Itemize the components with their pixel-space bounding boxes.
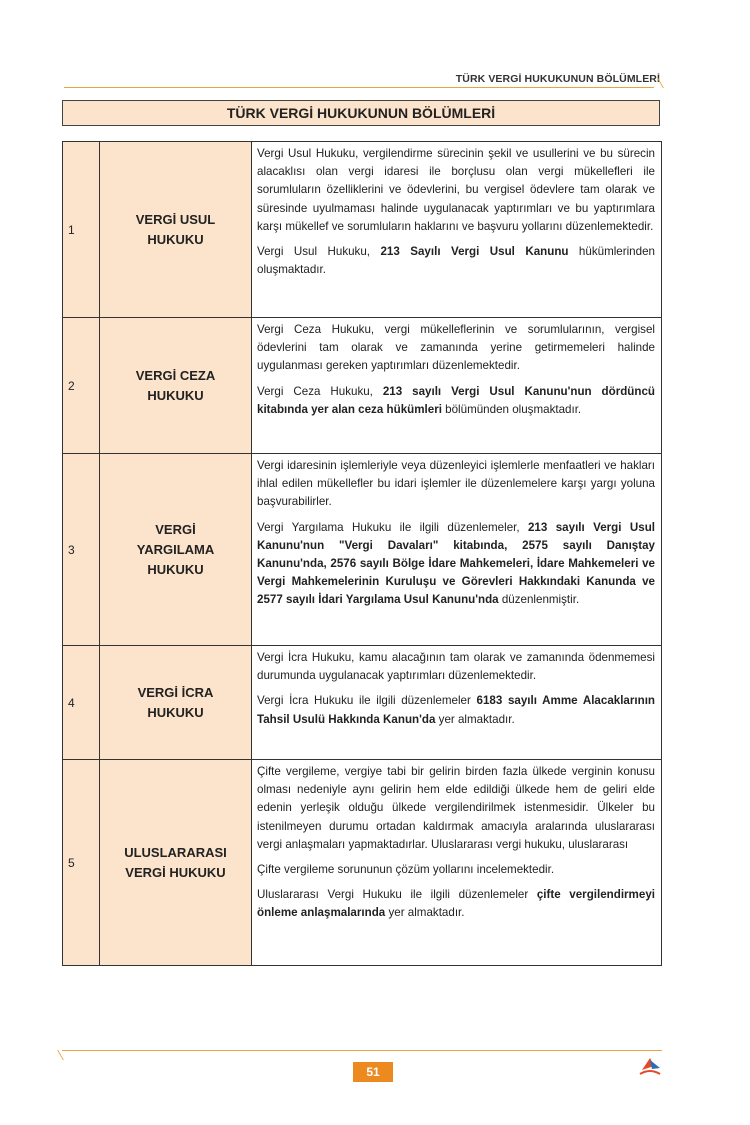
section-description: [252, 318, 662, 454]
description-paragraph: [257, 243, 655, 279]
section-name-line: HUKUKU: [147, 704, 204, 720]
table-row: [63, 142, 662, 318]
section-name-line: VERGİ İCRA: [137, 684, 214, 700]
description-paragraph: [257, 383, 655, 419]
text-segment: Çifte vergileme, vergiye tabi bir gelirin birden fazla ülkede verginin konusu olması nedeniyle aynı gelirin hem elde edildiği ülkede hem de geliri elde edenin yerleşik olduğu ülkede vergilendirilmek istenmesidir. Ülkeler bu istenilmeyen durumu ortadan kaldırmak amacıyla aralarında uluslararası vergi anlaşmaları yapmaktadırlar. Uluslararası vergi hukuku, uluslararası: [257, 765, 655, 851]
section-name-line: HUKUKU: [147, 387, 204, 403]
text-segment: Vergi Ceza Hukuku, vergi mükelleflerinin ve sorumlularının, vergisel ödevlerini tam olarak ve zamanında yerine getirmemeleri halinde uygulanması gereken yaptırımları düzenlemektedir.: [257, 323, 655, 373]
description-paragraph: [257, 321, 655, 376]
text-segment: Uluslararası Vergi Hukuku ile ilgili düzenlemeler: [257, 888, 537, 902]
section-description: [252, 646, 662, 760]
law-sections-table: [62, 141, 662, 966]
text-segment: Vergi İcra Hukuku, kamu alacağının tam olarak ve zamanında ödenmemesi durumunda uygulanacak yaptırımları düzenlemektedir.: [257, 651, 655, 683]
text-segment: Vergi Ceza Hukuku,: [257, 384, 383, 398]
row-number: 2: [63, 318, 100, 454]
text-segment: Vergi Yargılama Hukuku ile ilgili düzenlemeler,: [257, 520, 528, 534]
section-description: [252, 760, 662, 966]
description-paragraph: [257, 861, 655, 879]
section-description: [252, 454, 662, 646]
section-name-line: VERGİ HUKUKU: [125, 864, 226, 880]
text-segment: bölümünden oluşmaktadır.: [441, 402, 582, 416]
row-number: 5: [63, 760, 100, 966]
section-name-line: HUKUKU: [147, 231, 204, 247]
text-segment: Vergi idaresinin işlemleriyle veya düzenleyici işlemlerle menfaatleri ve hakları ihlal edilen mükellefler bu idari işlemler ile düzenlemelere karşı yargı yoluna başvurabilirler.: [257, 459, 655, 509]
bold-reference: 213 sayılı Vergi Usul Kanunu'nun dördüncü kitabında yer alan ceza hükümleri: [257, 384, 656, 416]
row-number: 3: [63, 454, 100, 646]
footer-rule: [62, 1050, 662, 1051]
section-name-line: VERGİ CEZA: [135, 367, 216, 383]
text-segment: yer almaktadır.: [435, 712, 515, 726]
description-paragraph: [257, 649, 655, 685]
text-segment: Vergi Usul Hukuku, vergilendirme sürecinin şekil ve usullerini ve bu sürecin alacaklısı olan vergi idaresi ile borçlusu olan vergi mükellefleri ile sorumluların özelliklerini ve ödevlerini, bu vergisel ödevlere tam olarak ve süresinde uyulmaması halinde uygulanacak yaptırımları ve bu yaptırımlara karşı mükellef ve sorumluların haklarını ve başvuru yollarını düzenlemektedir.: [257, 147, 655, 233]
description-paragraph: [257, 763, 655, 854]
table-row: [63, 454, 662, 646]
footer-rule-hook: [57, 1050, 74, 1060]
section-name-line: VERGİ USUL: [135, 211, 216, 227]
description-paragraph: [257, 145, 655, 236]
bold-reference: 213 sayılı Vergi Usul Kanunu'nun "Vergi Davaları" kitabında, 2575 sayılı Danıştay Kanunu'nda, 2576 sayılı Bölge İdare Mahkemeleri, İdare Mahkemeleri ve Vergi Mahkemelerinin Kuruluşu ve Görevleri Hakkındaki Kanunda ve 2577 sayılı İdari Yargılama Usul Kanunu'nda: [257, 520, 655, 607]
section-name: [100, 142, 252, 318]
running-header-title: TÜRK VERGİ HUKUKUNUN BÖLÜMLERİ: [455, 73, 660, 85]
section-name: [100, 760, 252, 966]
section-name-line: VERGİ: [155, 521, 196, 537]
bold-reference: çifte vergilendirmeyi önleme anlaşmalarında: [257, 888, 655, 920]
description-paragraph: [257, 692, 655, 728]
description-paragraph: [257, 457, 655, 512]
table-row: [63, 646, 662, 760]
publisher-logo-icon: [632, 1054, 668, 1088]
bold-reference: 6183 sayılı Amme Alacaklarının Tahsil Usulü Hakkında Kanun'da: [257, 694, 655, 726]
header-rule: [64, 87, 654, 88]
section-name: [100, 454, 252, 646]
text-segment: Vergi İcra Hukuku ile ilgili düzenlemeler: [257, 694, 477, 708]
description-paragraph: [257, 519, 655, 610]
text-segment: hükümlerinden oluşmaktadır.: [257, 245, 655, 277]
section-name: [100, 646, 252, 760]
table-title: TÜRK VERGİ HUKUKUNUN BÖLÜMLERİ: [62, 100, 660, 126]
page-number: 51: [353, 1062, 393, 1082]
description-paragraph: [257, 886, 655, 922]
row-number: 1: [63, 142, 100, 318]
section-description: [252, 142, 662, 318]
row-number: 4: [63, 646, 100, 760]
table-row: [63, 318, 662, 454]
table-row: [63, 760, 662, 966]
section-name: [100, 318, 252, 454]
section-name-line: HUKUKU: [147, 561, 204, 577]
text-segment: düzenlenmiştir.: [498, 593, 580, 607]
text-segment: yer almaktadır.: [385, 906, 465, 920]
bold-reference: 213 Sayılı Vergi Usul Kanunu: [380, 245, 569, 259]
text-segment: Vergi Usul Hukuku,: [257, 245, 381, 259]
text-segment: Çifte vergileme sorununun çözüm yollarını incelemektedir.: [257, 863, 555, 877]
section-name-line: ULUSLARARASI: [124, 844, 227, 860]
section-name-line: YARGILAMA: [136, 541, 215, 557]
